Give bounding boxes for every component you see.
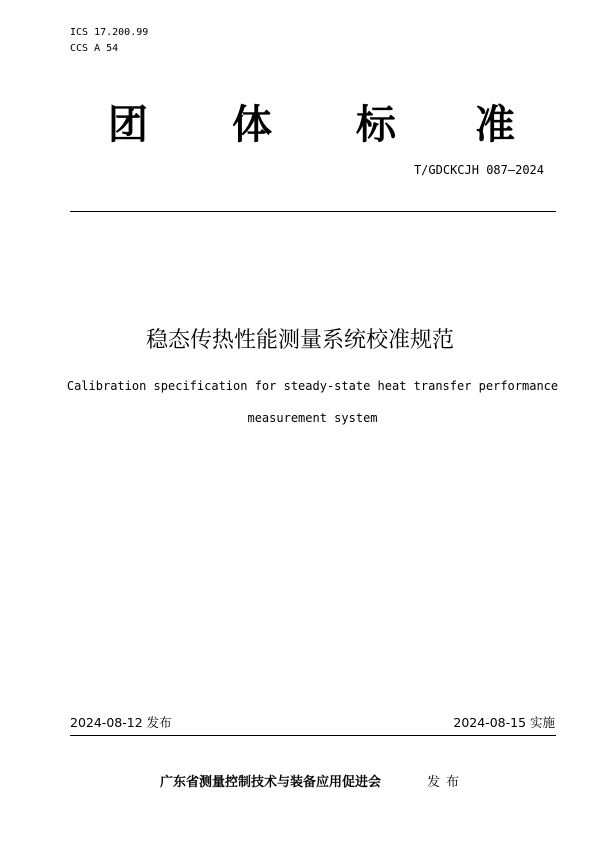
top-divider — [70, 211, 556, 212]
bottom-divider — [70, 735, 556, 736]
english-title-line-1: Calibration specification for steady-state heat transfer performance — [66, 379, 559, 393]
standard-type-char: 标 — [356, 102, 396, 148]
standard-type-char: 团 — [108, 102, 148, 148]
standard-type-char: 体 — [232, 102, 272, 148]
publish-date: 2024-08-12 发布 — [70, 715, 172, 730]
standard-code: T/GDCKCJH 087—2024 — [413, 163, 544, 177]
issue-label: 发布 — [427, 775, 466, 790]
ics-code: ICS 17.200.99 — [70, 27, 149, 38]
english-title-line-2: measurement system — [247, 411, 378, 425]
standard-type-char: 准 — [475, 102, 515, 148]
chinese-title: 稳态传热性能测量系统校准规范 — [145, 328, 454, 353]
publisher-name: 广东省测量控制技术与装备应用促进会 — [160, 775, 382, 790]
implementation-date: 2024-08-15 实施 — [453, 715, 555, 730]
ccs-code: CCS A 54 — [70, 43, 119, 54]
